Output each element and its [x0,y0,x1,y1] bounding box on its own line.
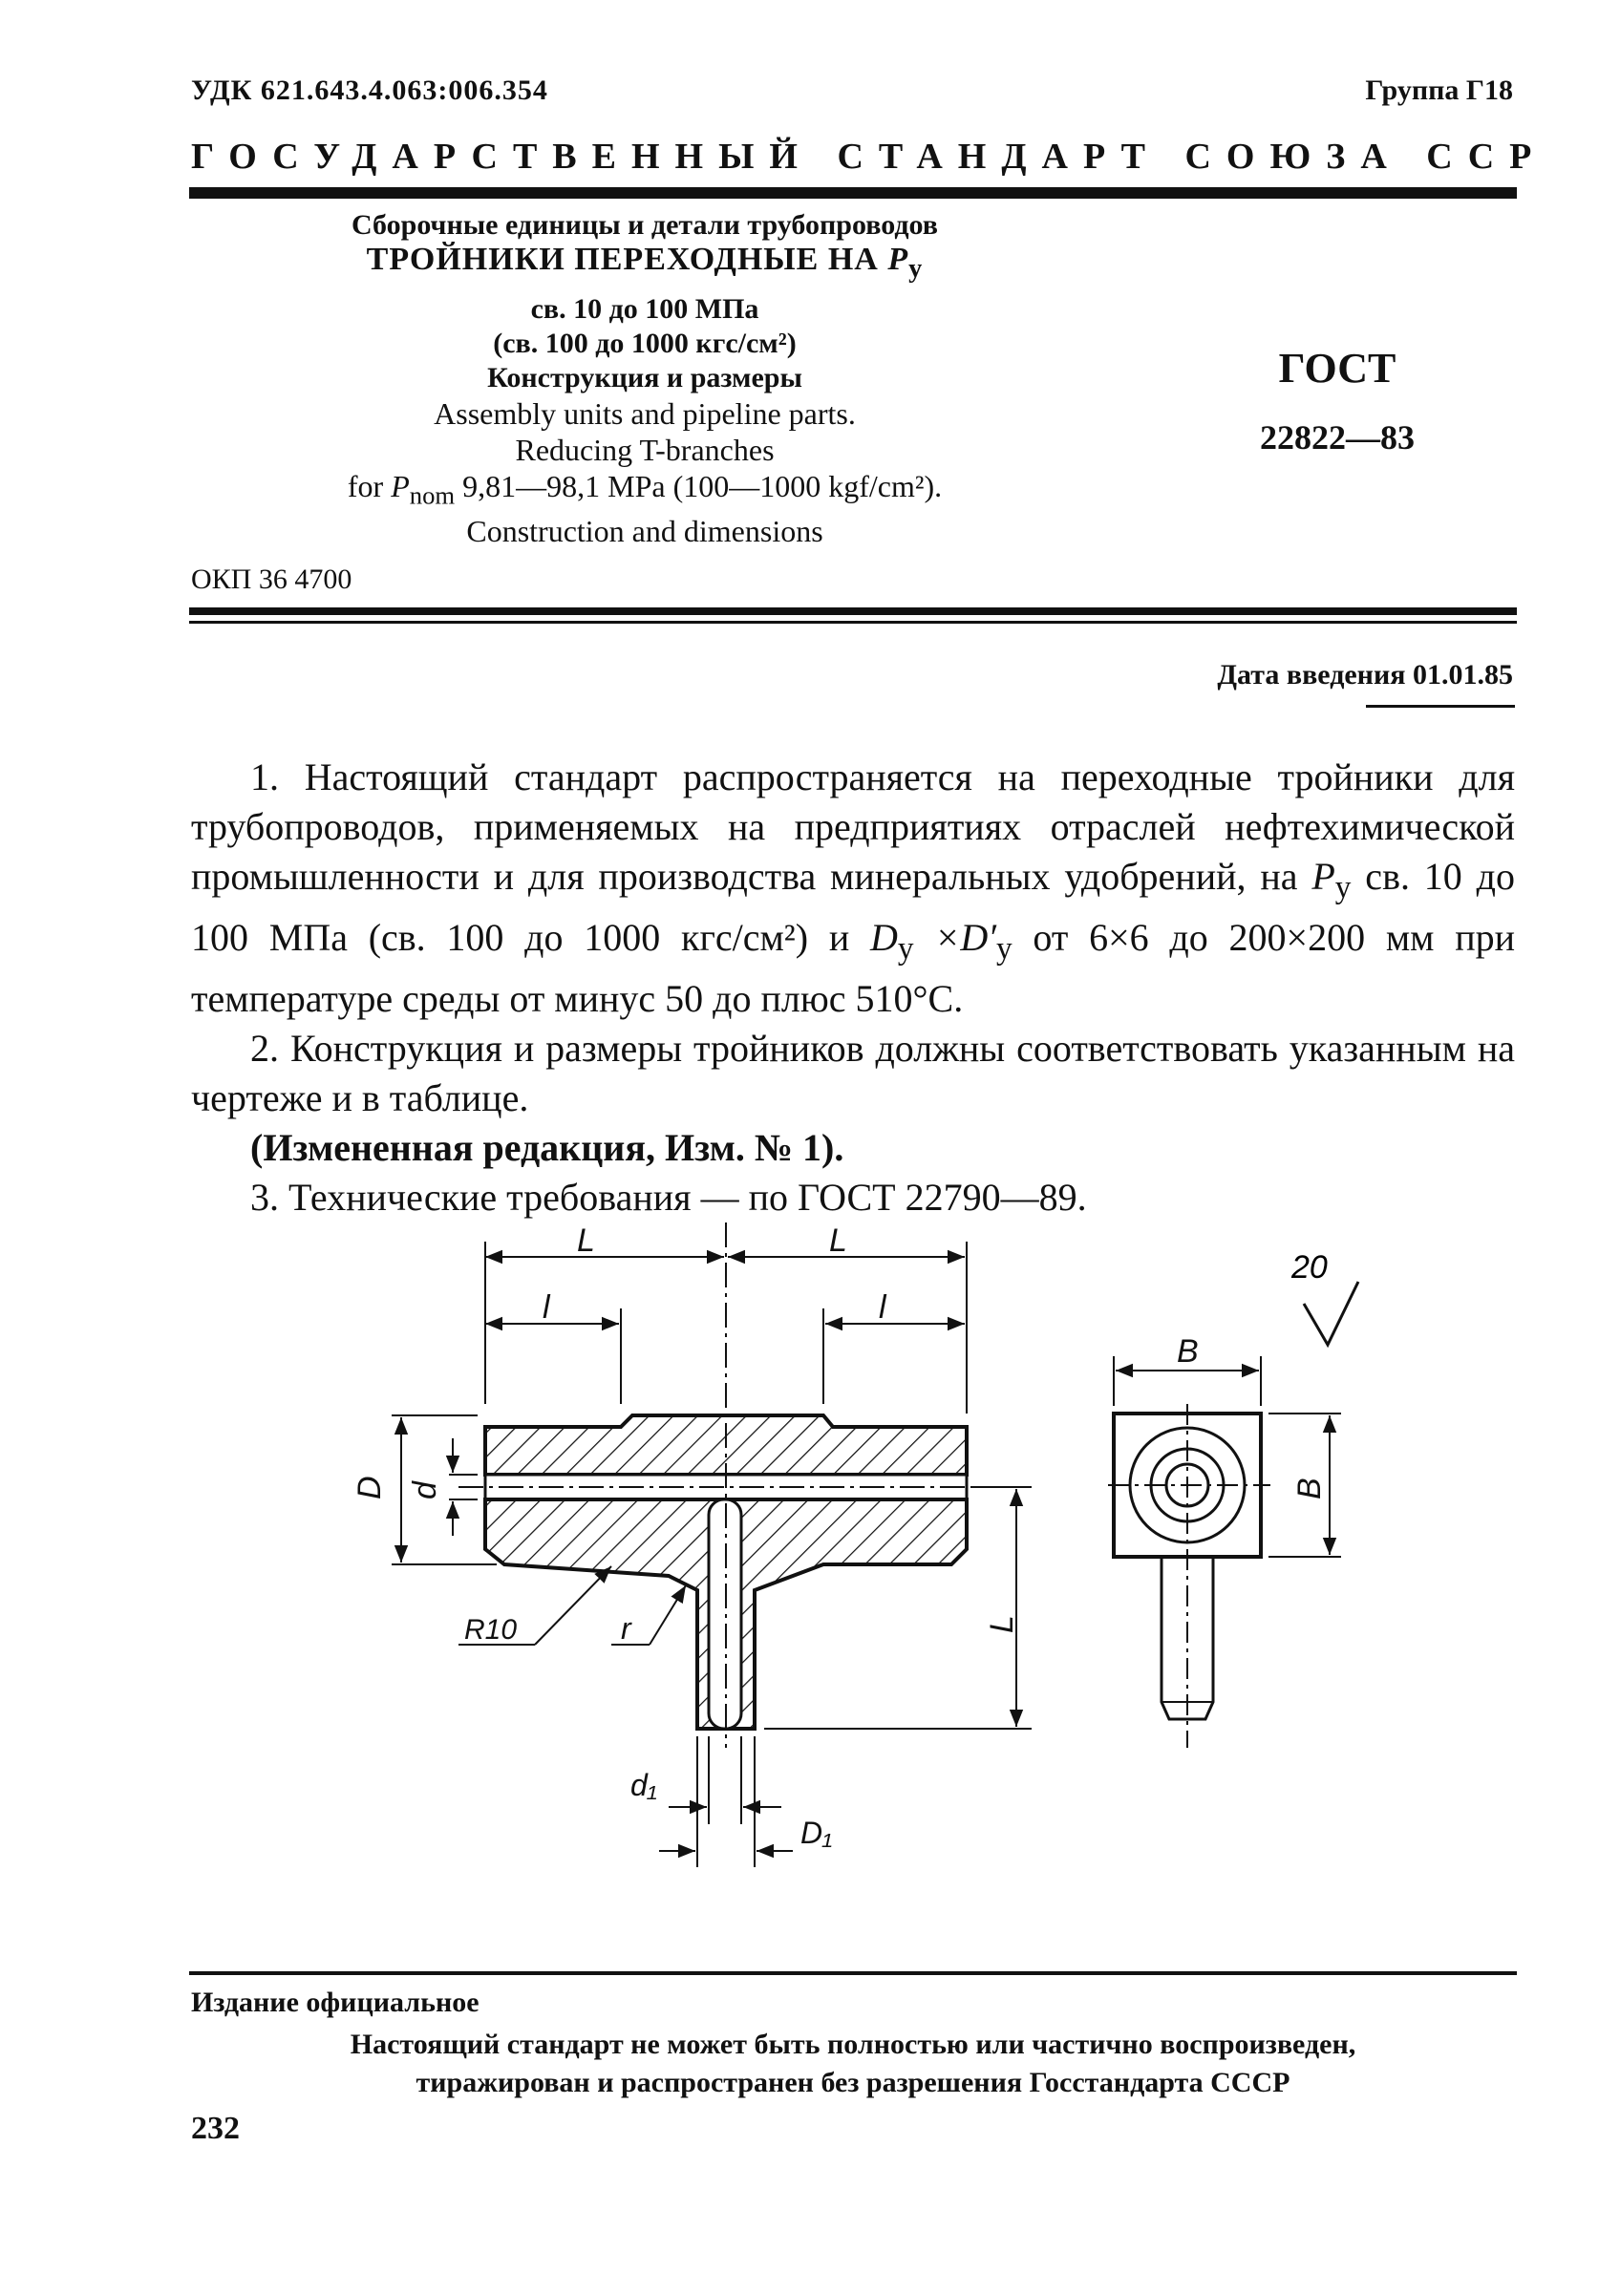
page-number: 232 [191,2111,240,2146]
udk-code: УДК 621.643.4.063:006.354 [191,74,548,106]
english-title-3-subscript: nom [409,480,456,510]
paragraph-1-subscript-p: у [1334,870,1352,905]
label-l-right-overall: L [829,1222,847,1259]
front-view [458,1222,1012,1748]
side-dimension-labels [1177,1333,1328,1499]
gost-designation [1175,344,1500,457]
label-l-left-overall: L [577,1222,595,1259]
introduction-date-value: 01.01.85 [1413,659,1513,691]
paragraph-1-subscript-d-prime: у [995,931,1012,967]
english-title-4: Construction and dimensions [466,514,823,549]
title-line-2-symbol: P [887,242,909,277]
gost-number: 22822—83 [1260,418,1415,457]
label-b-height: B [1291,1478,1328,1499]
english-title-3-symbol: P [391,468,410,503]
label-l-right-shoulder: l [879,1289,886,1326]
label-r10: R10 [464,1614,518,1646]
roughness-symbol [1290,1249,1358,1345]
header-rule [189,187,1517,199]
edition-label: Издание официальное [191,1987,480,2018]
label-l-left-shoulder: l [543,1289,550,1326]
label-d1: d₁ [630,1768,657,1802]
paragraph-1-part-e: от 6×6 до 200×200 мм при температуре среды от минус 50 до плюс 510°С. [191,916,1515,1020]
english-title-3 [191,468,1098,513]
title-rule-top [189,607,1517,615]
label-b-width: B [1177,1333,1199,1370]
paragraph-1-subscript-d: у [897,931,914,967]
paragraph-3: 3. Технические требования — по ГОСТ 22790—89. [250,1176,1087,1219]
side-view [1108,1356,1341,1748]
introduction-date [1217,659,1513,691]
body-text [191,753,1515,1222]
date-underline [1366,705,1515,708]
english-title-1: Assembly units and pipeline parts. [434,395,856,431]
title-line-2-text: ТРОЙНИКИ ПЕРЕХОДНЫЕ НА [366,242,888,277]
label-d-outer: D [352,1476,388,1499]
paragraph-1-symbol-p: P [1311,855,1335,898]
okp-code: ОКП 36 4700 [191,563,352,595]
copyright-notice-1: Настоящий стандарт не может быть полностью или частично воспроизведен, [350,2029,1356,2060]
amendment-note: (Измененная редакция, Изм. № 1). [250,1126,844,1169]
state-standard-heading: ГОСУДАРСТВЕННЫЙ СТАНДАРТ СОЮЗА ССР [191,137,1547,177]
tee-drawing [0,1213,1620,1939]
title-line-1: Сборочные единицы и детали трубопроводов [352,209,938,241]
title-rule-bottom [189,621,1517,624]
paragraph-1 [191,753,1515,1024]
footer-rule [189,1971,1517,1975]
group-code: Группа Г18 [1365,74,1513,106]
english-title-2: Reducing T-branches [515,432,775,467]
title-line-2-subscript: у [908,253,924,284]
paragraph-2: 2. Конструкция и размеры тройников должны соответствовать указанным на чертеже и в таблице. [191,1027,1515,1119]
label-d-bore: d [407,1481,443,1499]
introduction-date-label: Дата введения [1217,659,1406,691]
english-title-3-prefix: for [347,468,392,503]
title-line-3: св. 10 до 100 МПа [530,292,759,325]
label-r: r [621,1611,631,1646]
copyright-notice-2: тиражирован и распространен без разрешения Госстандарта СССР [416,2067,1290,2098]
gost-label: ГОСТ [1278,345,1396,392]
label-l-branch: L [984,1615,1020,1633]
title-line-5: Конструкция и размеры [487,361,802,393]
paragraph-1-part-a: 1. Настоящий стандарт распространяется на переходные тройники для трубопроводов, применяемых на предприятиях отраслей нефтехимической промышленности и для производства минеральных удобрений, на [191,755,1515,898]
title-line-4: (св. 100 до 1000 кгс/см²) [493,327,797,359]
title-block [191,208,1098,549]
english-title-3-rest: 9,81—98,1 MPa (100—1000 kgf/cm²). [455,468,943,503]
paragraph-1-symbol-d: D [870,916,898,959]
paragraph-1-part-b: св. 10 до 100 МПа (св. 100 до 1000 кгс/см²) и [191,855,1515,959]
roughness-value: 20 [1291,1249,1328,1286]
label-d1-outer: D₁ [800,1816,833,1850]
paragraph-1-symbol-d-prime: ×D′ [913,916,996,959]
title-line-2 [191,243,1098,287]
